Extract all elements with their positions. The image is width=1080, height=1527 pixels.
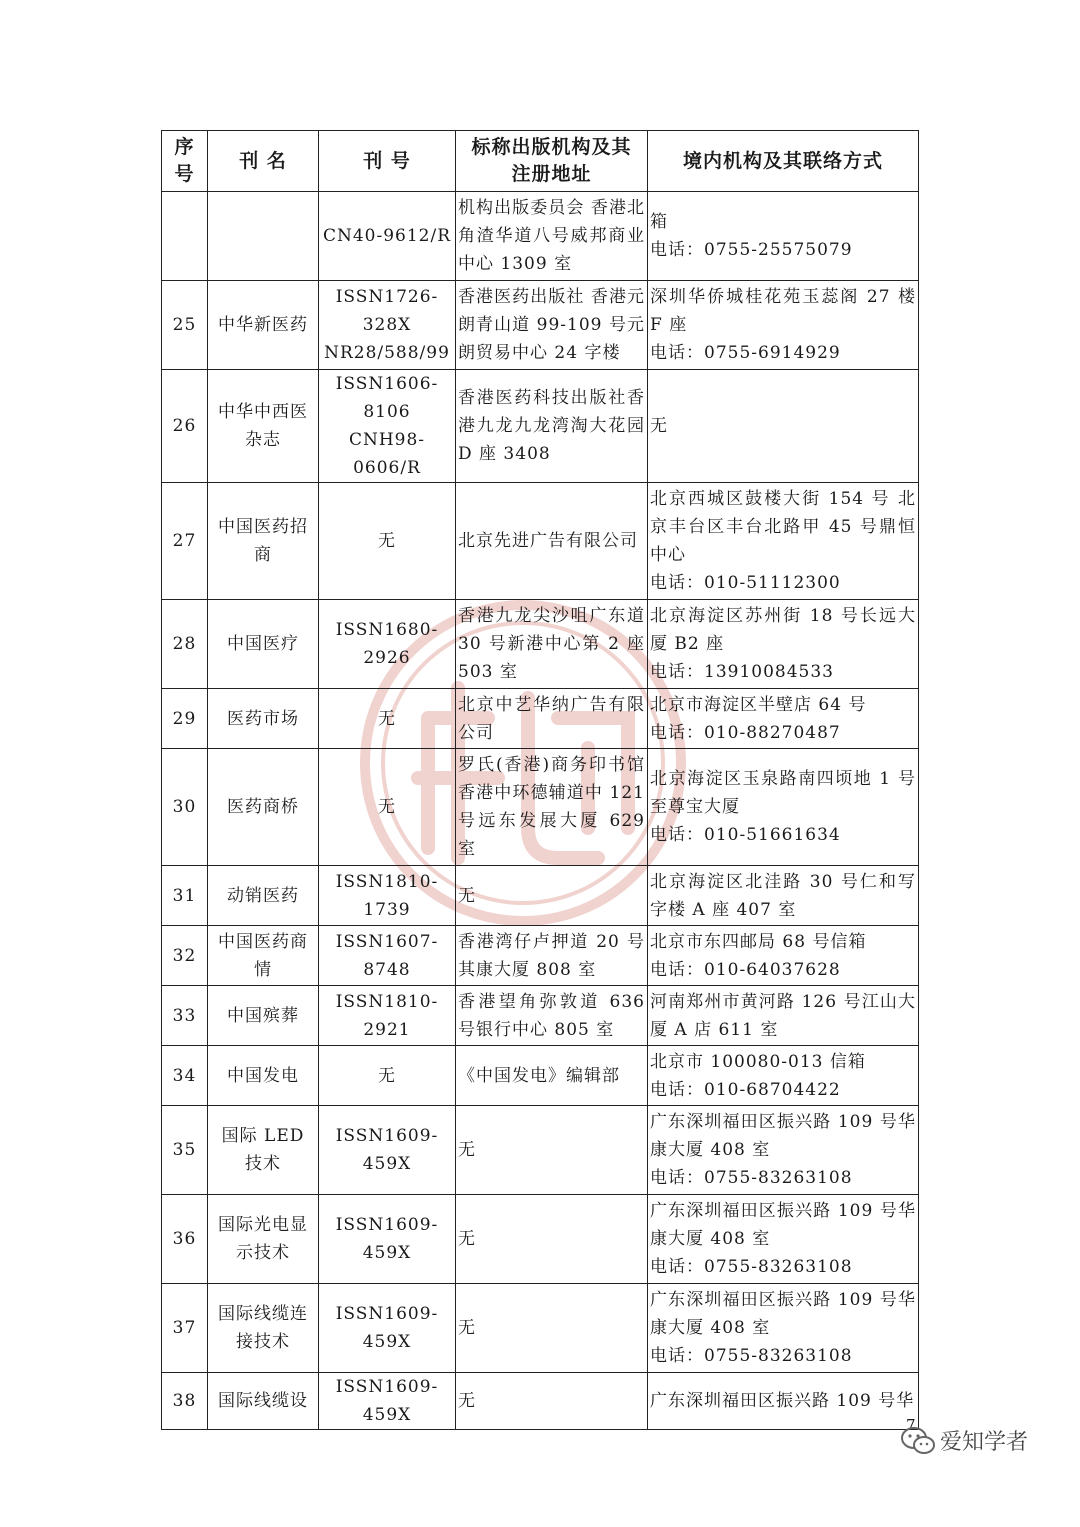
cell-seq (162, 192, 208, 281)
wechat-icon (900, 1426, 936, 1456)
cell-seq: 38 (162, 1373, 208, 1430)
cell-issn: ISSN1609-459X (319, 1106, 456, 1195)
cell-issn: ISSN1810-1739 (319, 866, 456, 926)
cell-name: 医药市场 (208, 689, 319, 749)
cell-seq: 27 (162, 483, 208, 600)
cell-contact: 北京市 100080-013 信箱 电话：010-68704422 (648, 1046, 919, 1106)
cell-issn: ISSN1609-459X (319, 1373, 456, 1430)
cell-seq: 31 (162, 866, 208, 926)
cell-contact: 无 (648, 370, 919, 483)
cell-publisher: 香港湾仔卢押道 20 号其康大厦 808 室 (456, 926, 648, 986)
table-row (162, 1373, 919, 1430)
cell-publisher: 北京先进广告有限公司 (456, 483, 648, 600)
cell-issn: ISSN1726-328X NR28/588/99 (319, 281, 456, 370)
table-row (162, 281, 919, 370)
cell-name: 动销医药 (208, 866, 319, 926)
cell-issn: ISSN1680-2926 (319, 600, 456, 689)
cell-seq: 29 (162, 689, 208, 749)
cell-issn: ISSN1609-459X (319, 1195, 456, 1284)
cell-contact: 北京海淀区玉泉路南四顷地 1 号至尊宝大厦 电话：010-51661634 (648, 749, 919, 866)
cell-issn: 无 (319, 749, 456, 866)
table-row (162, 1046, 919, 1106)
cell-contact: 北京西城区鼓楼大街 154 号 北京丰台区丰台北路甲 45 号鼎恒中心 电话：010-51112300 (648, 483, 919, 600)
cell-name: 中国医疗 (208, 600, 319, 689)
cell-publisher: 《中国发电》编辑部 (456, 1046, 648, 1106)
periodical-table (161, 130, 919, 1430)
cell-issn: CN40-9612/R (319, 192, 456, 281)
cell-seq: 26 (162, 370, 208, 483)
cell-contact: 北京海淀区苏州街 18 号长远大厦 B2 座 电话：13910084533 (648, 600, 919, 689)
cell-publisher: 香港望角弥敦道 636 号银行中心 805 室 (456, 986, 648, 1046)
cell-name: 国际线缆设 (208, 1373, 319, 1430)
cell-seq: 35 (162, 1106, 208, 1195)
cell-publisher: 无 (456, 1373, 648, 1430)
header-name: 刊 名 (208, 131, 319, 192)
cell-issn: ISSN1609-459X (319, 1284, 456, 1373)
cell-publisher: 香港医药科技出版社香港九龙九龙湾淘大花园 D 座 3408 (456, 370, 648, 483)
cell-publisher: 香港九龙尖沙咀广东道 30 号新港中心第 2 座 503 室 (456, 600, 648, 689)
header-contact: 境内机构及其联络方式 (648, 131, 919, 192)
cell-contact: 北京市东四邮局 68 号信箱 电话：010-64037628 (648, 926, 919, 986)
cell-name: 中国发电 (208, 1046, 319, 1106)
table-row (162, 1106, 919, 1195)
page-number: 7 (906, 1416, 916, 1434)
cell-seq: 33 (162, 986, 208, 1046)
footer-brand-text: 爱知学者 (940, 1430, 1029, 1455)
header-seq: 序 号 (162, 131, 208, 192)
cell-contact: 深圳华侨城桂花苑玉蕊阁 27 楼 F 座 电话：0755-6914929 (648, 281, 919, 370)
table-row (162, 600, 919, 689)
cell-contact: 箱 电话：0755-25575079 (648, 192, 919, 281)
table-row (162, 749, 919, 866)
cell-seq: 36 (162, 1195, 208, 1284)
footer-brand (900, 1425, 1028, 1456)
cell-seq: 34 (162, 1046, 208, 1106)
cell-seq: 28 (162, 600, 208, 689)
cell-issn: 无 (319, 483, 456, 600)
cell-contact: 北京海淀区北洼路 30 号仁和写字楼 A 座 407 室 (648, 866, 919, 926)
cell-name (208, 192, 319, 281)
cell-contact: 广东深圳福田区振兴路 109 号华 (648, 1373, 919, 1430)
cell-publisher: 罗氏(香港)商务印书馆 香港中环德辅道中 121 号远东发展大厦 629 室 (456, 749, 648, 866)
table-row (162, 866, 919, 926)
table-row (162, 483, 919, 600)
cell-publisher: 香港医药出版社 香港元朗青山道 99-109 号元朗贸易中心 24 字楼 (456, 281, 648, 370)
table-row (162, 986, 919, 1046)
table-row (162, 1284, 919, 1373)
cell-name: 国际线缆连接技术 (208, 1284, 319, 1373)
cell-name: 中国医药商情 (208, 926, 319, 986)
cell-name: 国际光电显示技术 (208, 1195, 319, 1284)
cell-contact: 北京市海淀区半壁店 64 号 电话：010-88270487 (648, 689, 919, 749)
table-row (162, 1195, 919, 1284)
cell-publisher: 机构出版委员会 香港北角渣华道八号威邦商业中心 1309 室 (456, 192, 648, 281)
cell-issn: 无 (319, 1046, 456, 1106)
cell-contact: 河南郑州市黄河路 126 号江山大厦 A 店 611 室 (648, 986, 919, 1046)
cell-publisher: 北京中艺华纳广告有限公司 (456, 689, 648, 749)
cell-issn: 无 (319, 689, 456, 749)
cell-contact: 广东深圳福田区振兴路 109 号华康大厦 408 室 电话：0755-83263108 (648, 1195, 919, 1284)
cell-name: 国际 LED 技术 (208, 1106, 319, 1195)
cell-name: 中国殡葬 (208, 986, 319, 1046)
cell-name: 中国医药招商 (208, 483, 319, 600)
cell-name: 中华中西医杂志 (208, 370, 319, 483)
cell-issn: ISSN1606-8106 CNH98-0606/R (319, 370, 456, 483)
cell-publisher: 无 (456, 1195, 648, 1284)
header-publisher: 标称出版机构及其 注册地址 (456, 131, 648, 192)
table-header-row (162, 131, 919, 192)
cell-issn: ISSN1607-8748 (319, 926, 456, 986)
cell-name: 医药商桥 (208, 749, 319, 866)
cell-publisher: 无 (456, 866, 648, 926)
cell-seq: 30 (162, 749, 208, 866)
cell-seq: 32 (162, 926, 208, 986)
cell-seq: 37 (162, 1284, 208, 1373)
cell-name: 中华新医药 (208, 281, 319, 370)
table-row (162, 370, 919, 483)
cell-publisher: 无 (456, 1284, 648, 1373)
table-row (162, 689, 919, 749)
header-issn: 刊 号 (319, 131, 456, 192)
cell-publisher: 无 (456, 1106, 648, 1195)
table-row (162, 192, 919, 281)
cell-issn: ISSN1810-2921 (319, 986, 456, 1046)
cell-contact: 广东深圳福田区振兴路 109 号华康大厦 408 室 电话：0755-83263108 (648, 1106, 919, 1195)
cell-contact: 广东深圳福田区振兴路 109 号华康大厦 408 室 电话：0755-83263108 (648, 1284, 919, 1373)
cell-seq: 25 (162, 281, 208, 370)
table-row (162, 926, 919, 986)
